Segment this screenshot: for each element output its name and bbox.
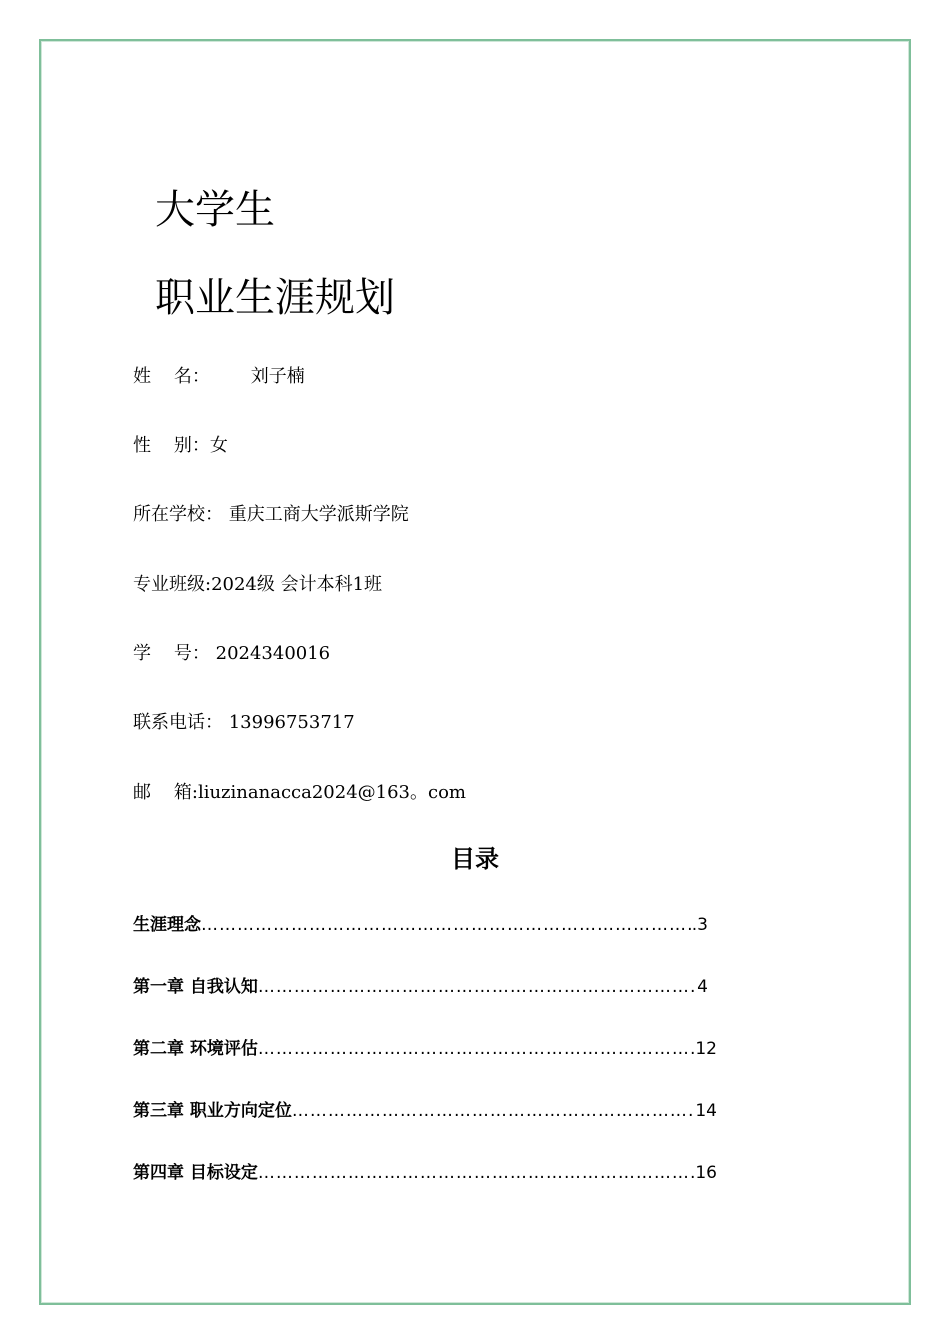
toc-item-label: 第四章 目标设定: [133, 1163, 258, 1183]
info-gender-row: [133, 433, 228, 459]
info-phone-label: 联系电话：: [133, 712, 223, 733]
toc-item-page: 14: [695, 1101, 717, 1121]
toc-leader-dots: [292, 1099, 694, 1123]
toc-item-label: 第一章 自我认知: [133, 977, 258, 997]
toc-item-page: 4: [697, 977, 708, 997]
toc-item-page: 16: [695, 1163, 717, 1183]
info-name-label: 姓 名：: [133, 366, 210, 387]
info-email-label: 邮 箱:: [133, 782, 198, 803]
toc-item[interactable]: [133, 1037, 717, 1061]
toc-item-label: 第二章 环境评估: [133, 1039, 258, 1059]
info-phone-row: [133, 710, 355, 736]
cover-title-line-2: 职业生涯规划: [155, 275, 395, 321]
toc-title: 目录: [451, 845, 499, 873]
info-student-id-row: [133, 641, 330, 667]
toc-item-page: .3: [691, 915, 708, 935]
info-gender-value: 女: [209, 435, 228, 456]
toc-leader-dots: [258, 975, 696, 999]
toc-item[interactable]: [133, 1161, 717, 1185]
info-name-value: 刘子楠: [245, 366, 305, 387]
info-email-value: liuzinanacca2024@163。com: [197, 782, 466, 803]
info-student-id-label: 学 号：: [133, 643, 210, 664]
info-name-row: [133, 364, 305, 390]
info-email-row: [133, 780, 466, 806]
toc-leader-dots: [258, 1037, 694, 1061]
cover-title-line-1: 大学生: [155, 187, 275, 233]
info-school-value: 重庆工商大学派斯学院: [223, 504, 409, 525]
toc-item-label: 生涯理念: [133, 915, 201, 935]
info-gender-label: 性 别：: [133, 435, 210, 456]
info-major-row: [133, 572, 382, 598]
toc-item[interactable]: [133, 913, 708, 937]
toc-leader-dots: [258, 1161, 694, 1185]
info-phone-value: 13996753717: [223, 712, 355, 733]
toc-item-label: 第三章 职业方向定位: [133, 1101, 292, 1121]
toc-item[interactable]: [133, 1099, 717, 1123]
toc-item[interactable]: [133, 975, 708, 999]
info-student-id-value: 2024340016: [209, 643, 331, 664]
info-major-label: 专业班级:: [133, 574, 212, 595]
toc-item-page: 12: [695, 1039, 717, 1059]
info-school-label: 所在学校：: [133, 504, 223, 525]
toc-leader-dots: [201, 913, 691, 937]
info-school-row: [133, 502, 409, 528]
info-major-value: 2024级 会计本科1班: [211, 574, 383, 595]
